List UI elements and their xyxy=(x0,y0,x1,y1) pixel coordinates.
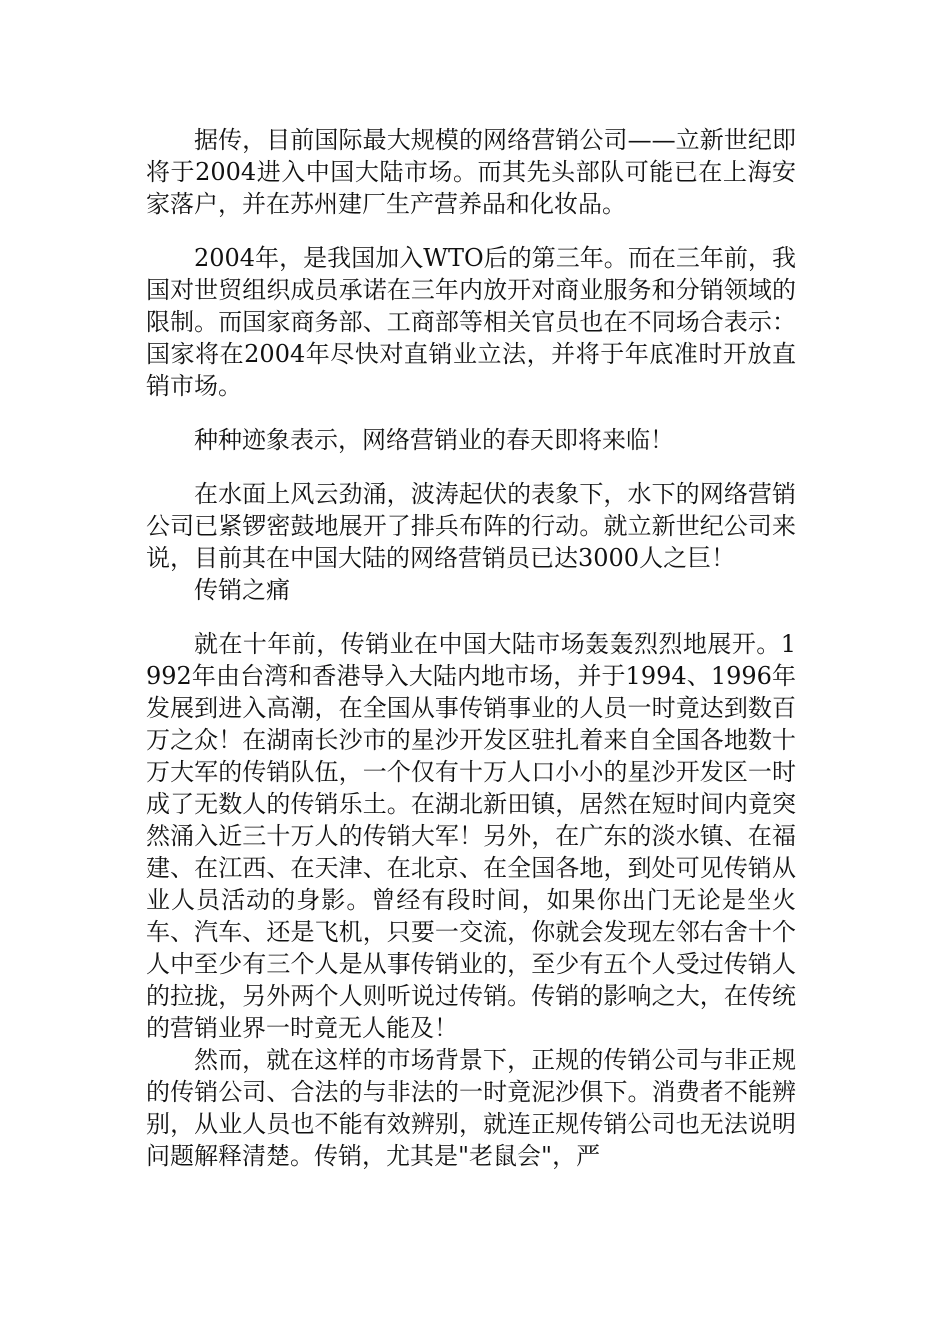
section-heading: 传销之痛 xyxy=(194,576,290,604)
paragraph-5: 就在十年前，传销业在中国大陆市场轰轰烈烈地展开。1992年由台湾和香港导入大陆内地市场，并于1994、1996年发展到进入高潮，在全国从事传销事业的人员一时竟达到数百万之众！在湖南长沙市的星沙开发区驻扎着来自全国各地数十万大军的传销队伍，一个仅有十万人口小小的星沙开发区一时成了无数人的传销乐土。在湖北新田镇，居然在短时间内竟突然涌入近三十万人的传销大军！另外，在广东的淡水镇、在福建、在江西、在天津、在北京、在全国各地，到处可见传销从业人员活动的身影。曾经有段时间，如果你出门无论是坐火车、汽车、还是飞机，只要一交流，你就会发现左邻右舍十个人中至少有三个人是从事传销业的，至少有五个人受过传销人的拉拢，另外两个人则听说过传销。传销的影响之大，在传统的营销业界一时竟无人能及！ xyxy=(146,630,796,1042)
paragraph-1: 据传，目前国际最大规模的网络营销公司——立新世纪即将于2004进入中国大陆市场。而其先头部队可能已在上海安家落户，并在苏州建厂生产营养品和化妆品。 xyxy=(146,126,796,218)
paragraph-3: 种种迹象表示，网络营销业的春天即将来临！ xyxy=(194,426,674,454)
paragraph-4: 在水面上风云劲涌，波涛起伏的表象下，水下的网络营销公司已紧锣密鼓地展开了排兵布阵的行动。就立新世纪公司来说，目前其在中国大陆的网络营销员已达3000人之巨！ xyxy=(146,480,796,572)
paragraph-2: 2004年，是我国加入WTO后的第三年。而在三年前，我国对世贸组织成员承诺在三年内放开对商业服务和分销领域的限制。而国家商务部、工商部等相关官员也在不同场合表示：国家将在2004年尽快对直销业立法，并将于年底准时开放直销市场。 xyxy=(146,244,796,400)
paragraph-6: 然而，就在这样的市场背景下，正规的传销公司与非正规的传销公司、合法的与非法的一时竟泥沙俱下。消费者不能辨别，从业人员也不能有效辨别，就连正规传销公司也无法说明问题解释清楚。传销，尤其是"老鼠会"，严 xyxy=(146,1046,796,1170)
document-body xyxy=(146,124,796,1172)
